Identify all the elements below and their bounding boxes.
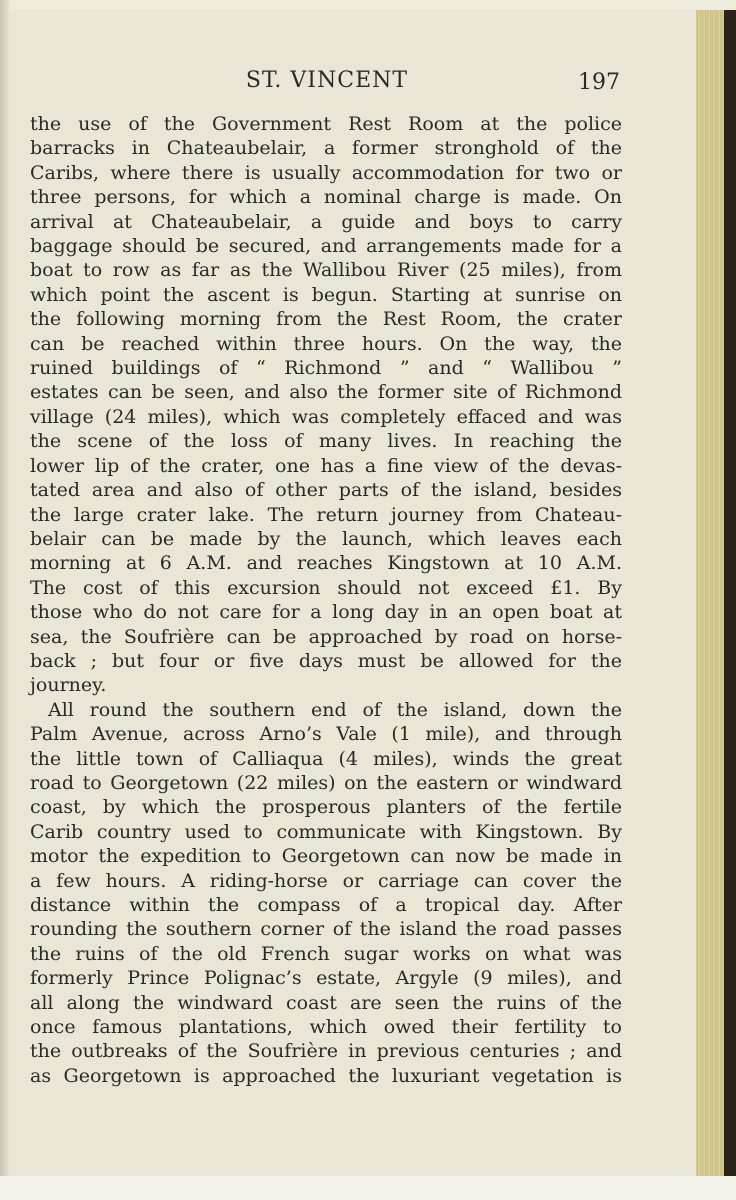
text-line: three persons, for which a nominal charge is made. On [30, 186, 622, 209]
paragraph-2 [30, 698, 622, 1089]
text-line: all along the windward coast are seen the ruins of the [30, 991, 622, 1014]
text-line: The cost of this excursion should not exceed £1. By [30, 576, 622, 599]
text-line: the large crater lake. The return journey from Chateau- [30, 503, 622, 526]
text-line: Palm Avenue, across Arno’s Vale (1 mile), and through [30, 723, 622, 746]
text-line: baggage should be secured, and arrangements made for a [30, 235, 622, 258]
text-line: All round the southern end of the island, down the [48, 698, 622, 721]
text-line: formerly Prince Polignac’s estate, Argyle (9 miles), and [30, 967, 622, 990]
text-line: motor the expedition to Georgetown can now be made in [30, 845, 622, 868]
paragraph-1 [30, 112, 622, 698]
book-cover-edge [724, 10, 736, 1185]
scan-margin [0, 1176, 736, 1200]
text-line: the following morning from the Rest Room, the crater [30, 308, 622, 331]
text-line: back ; but four or five days must be allowed for the [30, 649, 622, 672]
running-header [30, 68, 624, 102]
text-line: which point the ascent is begun. Starting at sunrise on [30, 283, 622, 306]
text-line: the scene of the loss of many lives. In reaching the [30, 430, 622, 453]
text-line: the ruins of the old French sugar works on what was [30, 942, 622, 965]
page-number: 197 [578, 70, 620, 95]
page-gutter [0, 0, 10, 1200]
text-line: village (24 miles), which was completely effaced and was [30, 405, 622, 428]
text-line: the outbreaks of the Soufrière in previous centuries ; and [30, 1040, 622, 1063]
text-line: belair can be made by the launch, which leaves each [30, 527, 622, 550]
text-line: distance within the compass of a tropical day. After [30, 894, 622, 916]
text-line: road to Georgetown (22 miles) on the eastern or windward [30, 771, 622, 794]
text-line: can be reached within three hours. On the way, the [30, 332, 622, 355]
text-line: lower lip of the crater, one has a fine view of the devas- [30, 454, 622, 477]
text-line: a few hours. A riding-horse or carriage can cover the [30, 869, 622, 892]
text-line: those who do not care for a long day in an open boat at [30, 601, 622, 624]
text-line: arrival at Chateaubelair, a guide and boys to carry [30, 210, 622, 233]
text-line: rounding the southern corner of the island the road passes [30, 918, 622, 941]
text-line: ruined buildings of “ Richmond ” and “ Wallibou ” [30, 357, 622, 380]
text-line: the little town of Calliaqua (4 miles), winds the great [30, 747, 622, 770]
text-line: coast, by which the prosperous planters of the fertile [30, 796, 622, 819]
body-text [30, 112, 622, 1088]
text-line: boat to row as far as the Wallibou River (25 miles), from [30, 259, 622, 282]
text-line: as Georgetown is approached the luxuriant vegetation is [30, 1064, 622, 1087]
running-title: ST. VINCENT [245, 68, 409, 93]
text-line: tated area and also of other parts of the island, besides [30, 479, 622, 502]
text-line: estates can be seen, and also the former site of Richmond [30, 381, 622, 404]
text-line: the use of the Government Rest Room at the police [30, 113, 622, 135]
text-line: Caribs, where there is usually accommodation for two or [30, 161, 622, 184]
text-line: Carib country used to communicate with Kingstown. By [30, 820, 622, 843]
text-line: once famous plantations, which owed their fertility to [30, 1016, 622, 1039]
text-line: barracks in Chateaubelair, a former stronghold of the [30, 137, 622, 160]
text-line: morning at 6 A.M. and reaches Kingstown at 10 A.M. [30, 552, 622, 575]
text-line: sea, the Soufrière can be approached by road on horse- [30, 625, 622, 648]
text-line: journey. [30, 674, 107, 697]
